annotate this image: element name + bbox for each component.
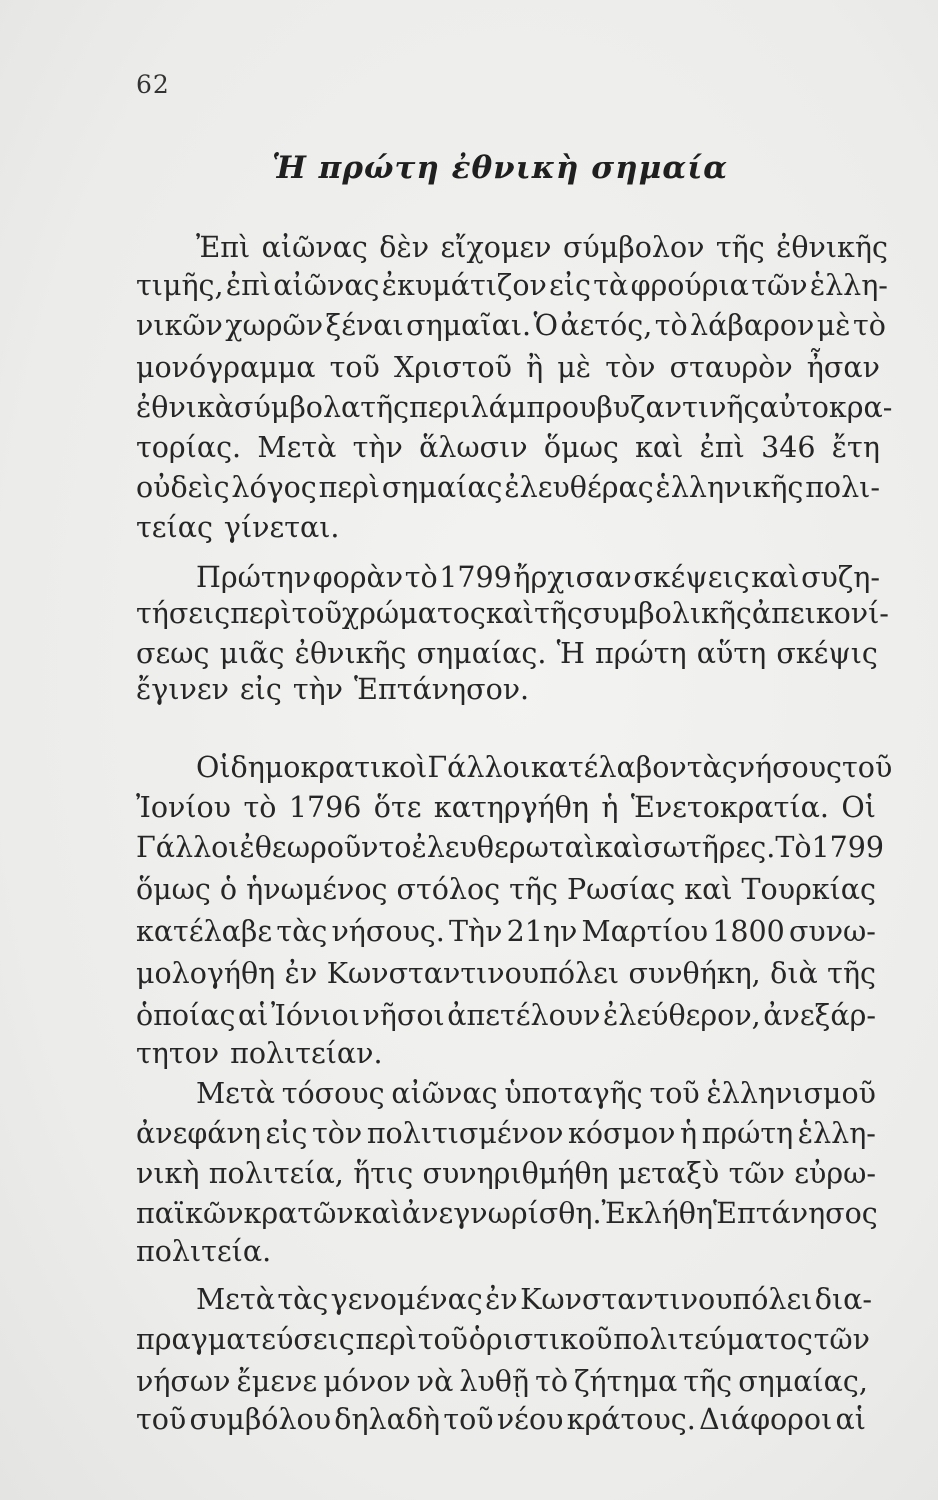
word: συνω-	[788, 915, 876, 948]
word: Γάλλοι	[427, 751, 531, 784]
text-line	[136, 1156, 876, 1192]
word: γίνεται.	[223, 511, 340, 544]
text-line	[136, 998, 876, 1034]
text-line	[136, 390, 893, 426]
word: τῆς	[509, 873, 558, 906]
word: ἐλευθερωταὶ	[411, 831, 595, 864]
page-number: 62	[136, 70, 170, 99]
word: τείας	[136, 511, 213, 544]
word: χρώματος	[341, 597, 486, 630]
word: πολιτεία,	[208, 1157, 344, 1190]
word: τὸν	[605, 351, 656, 384]
text-line	[136, 672, 540, 708]
word: συμβόλου	[189, 1403, 332, 1436]
word: Ἑπτάνησος	[713, 1197, 878, 1230]
word: νέου	[496, 1403, 564, 1436]
word: ἔμενε	[236, 1365, 318, 1398]
word: τὸ	[654, 309, 688, 342]
word: σημαίας.	[416, 637, 547, 670]
word: Μετὰ	[257, 431, 337, 464]
word: πολιτεύματος	[613, 1323, 813, 1356]
word: τοῦ	[842, 751, 893, 784]
word: κατηργήθη	[433, 791, 589, 824]
word: δια-	[814, 1283, 872, 1316]
word: ὅτε	[373, 791, 422, 824]
word: σεως	[136, 637, 210, 670]
word: ὁ	[219, 873, 238, 906]
word: σύμβολα	[234, 391, 361, 424]
word: 346	[761, 431, 816, 464]
word: τὸ	[535, 1365, 569, 1398]
word: ζήτημα	[574, 1365, 678, 1398]
word: σημαῖαι.	[406, 309, 532, 342]
text-line	[136, 1402, 866, 1438]
word: ἑλληνικῆς	[655, 471, 804, 504]
word: ξέναι	[325, 309, 404, 342]
word: Μετὰ	[196, 1283, 275, 1316]
word: καὶ	[635, 431, 684, 464]
word: ἀνεγνωρίσθη.	[401, 1197, 602, 1230]
word: ἡ	[601, 791, 619, 824]
word: πραγματεύσεις	[136, 1323, 355, 1356]
word: σωτῆρες.	[643, 831, 776, 864]
word: Μετὰ	[196, 1077, 275, 1110]
word: δημοκρατικοὶ	[230, 751, 428, 784]
text-line	[136, 1322, 870, 1358]
word: φρούρια	[630, 269, 749, 302]
word: ἐθνικὰ	[136, 391, 235, 424]
word: νὰ	[416, 1365, 454, 1398]
text-line	[136, 830, 885, 866]
word: τόσους	[281, 1077, 385, 1110]
word: τήσεις	[136, 597, 231, 630]
word: τῶν	[813, 1323, 870, 1356]
word: ἀνεξάρ-	[763, 999, 876, 1032]
word: σκέψις	[776, 637, 878, 670]
word: ἅλωσιν	[419, 431, 528, 464]
word: πρώτη	[701, 1117, 794, 1150]
text-line	[196, 1282, 872, 1318]
text-line	[136, 872, 876, 908]
word: σταυρὸν	[669, 351, 793, 384]
word: ἔτη	[831, 431, 880, 464]
word: ὅμως	[543, 431, 619, 464]
word: κόσμον	[568, 1117, 676, 1150]
word: Χριστοῦ	[394, 351, 512, 384]
word: Κωνσταντινουπόλει	[520, 1283, 813, 1316]
word: κατέλαβε	[136, 915, 273, 948]
word: ἐν	[284, 957, 318, 990]
text-line	[136, 308, 886, 344]
word: εὐρω-	[794, 1157, 876, 1190]
word: νικὴ	[136, 1157, 200, 1190]
word: αὐτοκρα-	[759, 391, 893, 424]
word: 1799	[811, 831, 885, 864]
word: ἐκυμάτιζον	[381, 269, 547, 302]
word: πολιτεία.	[136, 1235, 272, 1268]
word: Μαρτίου	[581, 915, 709, 948]
word: τὸν	[311, 1117, 363, 1150]
word: καὶ	[751, 561, 800, 594]
word: τοῦ	[443, 1403, 494, 1436]
word: κράτους.	[566, 1403, 696, 1436]
word: Ρωσίας	[566, 873, 676, 906]
word: μόνον	[323, 1365, 411, 1398]
word: τοῦ	[329, 351, 380, 384]
word: τῆς	[360, 391, 410, 424]
text-line	[136, 430, 880, 466]
word: τοῦ	[649, 1077, 700, 1110]
word: τιμῆς,	[136, 269, 224, 302]
word: ἑλλη-	[797, 1117, 876, 1150]
word: μονόγραμμα	[136, 351, 316, 384]
word: μὲ	[816, 309, 851, 342]
text-line	[196, 1076, 876, 1112]
word: 1800	[712, 915, 785, 948]
text-line	[136, 510, 350, 546]
text-line	[196, 230, 888, 266]
word: αἰῶνας	[273, 269, 380, 302]
text-line	[136, 636, 878, 672]
word: ἐν	[485, 1283, 518, 1316]
word: λόγος	[231, 471, 317, 504]
text-line	[136, 914, 876, 950]
word: τὸ	[404, 561, 438, 594]
word: Διάφοροι	[699, 1403, 833, 1436]
word: Γάλλοι	[136, 831, 240, 864]
word: συνηριθμήθη	[422, 1157, 609, 1190]
word: χωρῶν	[225, 309, 324, 342]
word: Ἑπτάνησον.	[354, 673, 530, 706]
word: ἀετός,	[560, 309, 653, 342]
word: 21ην	[506, 915, 578, 948]
word: ἔγινεν	[136, 673, 229, 706]
word: 1796	[288, 791, 362, 824]
word: τὰς	[277, 1283, 329, 1316]
word: τοῦ	[417, 1323, 468, 1356]
word: νικῶν	[136, 309, 223, 342]
text-line	[136, 1036, 394, 1072]
word: αὕτη	[696, 637, 767, 670]
word: νήσων	[136, 1365, 231, 1398]
word: σημαίας	[381, 471, 503, 504]
word: Ἰόνιοι	[271, 999, 360, 1032]
word: ἥτις	[353, 1157, 414, 1190]
word: πρώτη	[595, 637, 687, 670]
word: καὶ	[353, 1197, 402, 1230]
word: ἐθνικῆς	[294, 637, 407, 670]
word: ἑλλη-	[809, 269, 888, 302]
text-line	[136, 350, 880, 386]
word: περὶ	[355, 1323, 417, 1356]
word: ἐθνικῆς	[776, 231, 888, 264]
word: ἀπεικονί-	[751, 597, 889, 630]
word: τῆς	[715, 231, 765, 264]
word: οὐδεὶς	[136, 471, 230, 504]
text-line	[136, 470, 880, 506]
word: λάβαρον	[690, 309, 815, 342]
word: καὶ	[595, 831, 644, 864]
word: εἰς	[239, 673, 282, 706]
word: φορὰν	[312, 561, 404, 594]
word: κατέλαβον	[530, 751, 687, 784]
word: ἡ	[680, 1117, 698, 1150]
word: συνθήκη,	[628, 957, 761, 990]
word: ἡνωμένος	[246, 873, 388, 906]
word: κρατῶν	[243, 1197, 354, 1230]
word: τῆς	[827, 957, 876, 990]
word: καὶ	[684, 873, 733, 906]
word: Τὴν	[449, 915, 503, 948]
word: Ἐκλήθη	[601, 1197, 714, 1230]
word: Τουρκίας	[741, 873, 876, 906]
word: τῆς	[683, 1365, 733, 1398]
word: Ἑνετοκρατία.	[630, 791, 829, 824]
text-line	[196, 750, 893, 786]
word: πολι-	[805, 471, 880, 504]
word: μιᾶς	[219, 637, 285, 670]
word: Κωνσταντινουπόλει	[326, 957, 620, 990]
word: σκέψεις	[633, 561, 750, 594]
word: εἴχομεν	[440, 231, 552, 264]
word: τὰ	[593, 269, 629, 302]
word: αἱ	[238, 999, 269, 1032]
word: τὰς	[686, 751, 738, 784]
word: εἰς	[265, 1117, 308, 1150]
word: αἰῶνας	[261, 231, 368, 264]
word: ὅμως	[136, 873, 211, 906]
word: τὴν	[292, 673, 343, 706]
word: πολιτείαν.	[230, 1037, 383, 1070]
word: μὲ	[557, 351, 592, 384]
word: καὶ	[485, 597, 535, 630]
word: βυζαντινῆς	[596, 391, 760, 424]
word: ἤρχισαν	[513, 561, 632, 594]
word: περιλάμπρου	[409, 391, 597, 424]
word: διὰ	[770, 957, 818, 990]
word: πολιτισμένον	[366, 1117, 564, 1150]
word: τητον	[136, 1037, 220, 1070]
word: ὁποίας	[136, 999, 236, 1032]
word: γενομένας	[330, 1283, 483, 1316]
word: τῶν	[728, 1157, 785, 1190]
word: τὸ	[852, 309, 886, 342]
text-line	[136, 790, 876, 826]
word: ἑλληνισμοῦ	[706, 1077, 876, 1110]
word: συμβολικῆς	[582, 597, 752, 630]
word: 1799	[439, 561, 512, 594]
word: Ὁ	[533, 309, 558, 342]
word: δὲν	[379, 231, 430, 264]
word: ὁριστικοῦ	[468, 1323, 613, 1356]
word: ἐλεύθερον,	[603, 999, 761, 1032]
word: τὸ	[243, 791, 277, 824]
word: τοῦ	[291, 597, 342, 630]
word: παϊκῶν	[136, 1197, 244, 1230]
word: Τὸ	[775, 831, 812, 864]
text-line	[196, 560, 880, 596]
word: ἐπὶ	[699, 431, 745, 464]
word: ἐπὶ	[225, 269, 272, 302]
word: τὴν	[352, 431, 403, 464]
text-line	[136, 956, 876, 992]
word: περὶ	[318, 471, 381, 504]
word: Ἰονίου	[136, 791, 231, 824]
word: ὑποταγῆς	[504, 1077, 643, 1110]
word: σημαίας,	[738, 1365, 868, 1398]
word: Οἱ	[841, 791, 876, 824]
text-line	[136, 1364, 868, 1400]
word: Οἱ	[196, 751, 231, 784]
word: ἐλευθέρας	[504, 471, 654, 504]
word: ἢ	[526, 351, 544, 384]
word: νῆσοι	[362, 999, 445, 1032]
word: τὰς	[276, 915, 328, 948]
word: μολογήθη	[136, 957, 276, 990]
word: τῶν	[751, 269, 808, 302]
word: ἦσαν	[806, 351, 880, 384]
word: αἰῶνας	[391, 1077, 498, 1110]
word: Πρώτην	[196, 561, 312, 594]
word: αἱ	[835, 1403, 866, 1436]
word: τῆς	[534, 597, 583, 630]
word: ἀνεφάνη	[136, 1117, 261, 1150]
word: τοῦ	[136, 1403, 187, 1436]
word: δηλαδὴ	[334, 1403, 441, 1436]
word: νήσους.	[331, 915, 445, 948]
text-line	[136, 596, 889, 632]
chapter-title: Ἡ πρώτη ἐθνικὴ σημαία	[271, 150, 729, 186]
word: ἀπετέλουν	[447, 999, 601, 1032]
word: Ἐπὶ	[196, 231, 251, 264]
word: συζη-	[801, 561, 880, 594]
word: εἰς	[549, 269, 592, 302]
word: στόλος	[396, 873, 501, 906]
word: τορίας.	[136, 431, 242, 464]
word: λυθῇ	[459, 1365, 530, 1398]
text-line	[136, 268, 888, 304]
word: ἐθεωροῦντο	[239, 831, 412, 864]
word: Ἡ	[556, 637, 585, 670]
word: νήσους	[737, 751, 843, 784]
word: περὶ	[230, 597, 292, 630]
word: σύμβολον	[562, 231, 705, 264]
word: μεταξὺ	[617, 1157, 720, 1190]
text-line	[136, 1196, 876, 1232]
text-line	[136, 1234, 282, 1270]
text-line	[136, 1116, 876, 1152]
